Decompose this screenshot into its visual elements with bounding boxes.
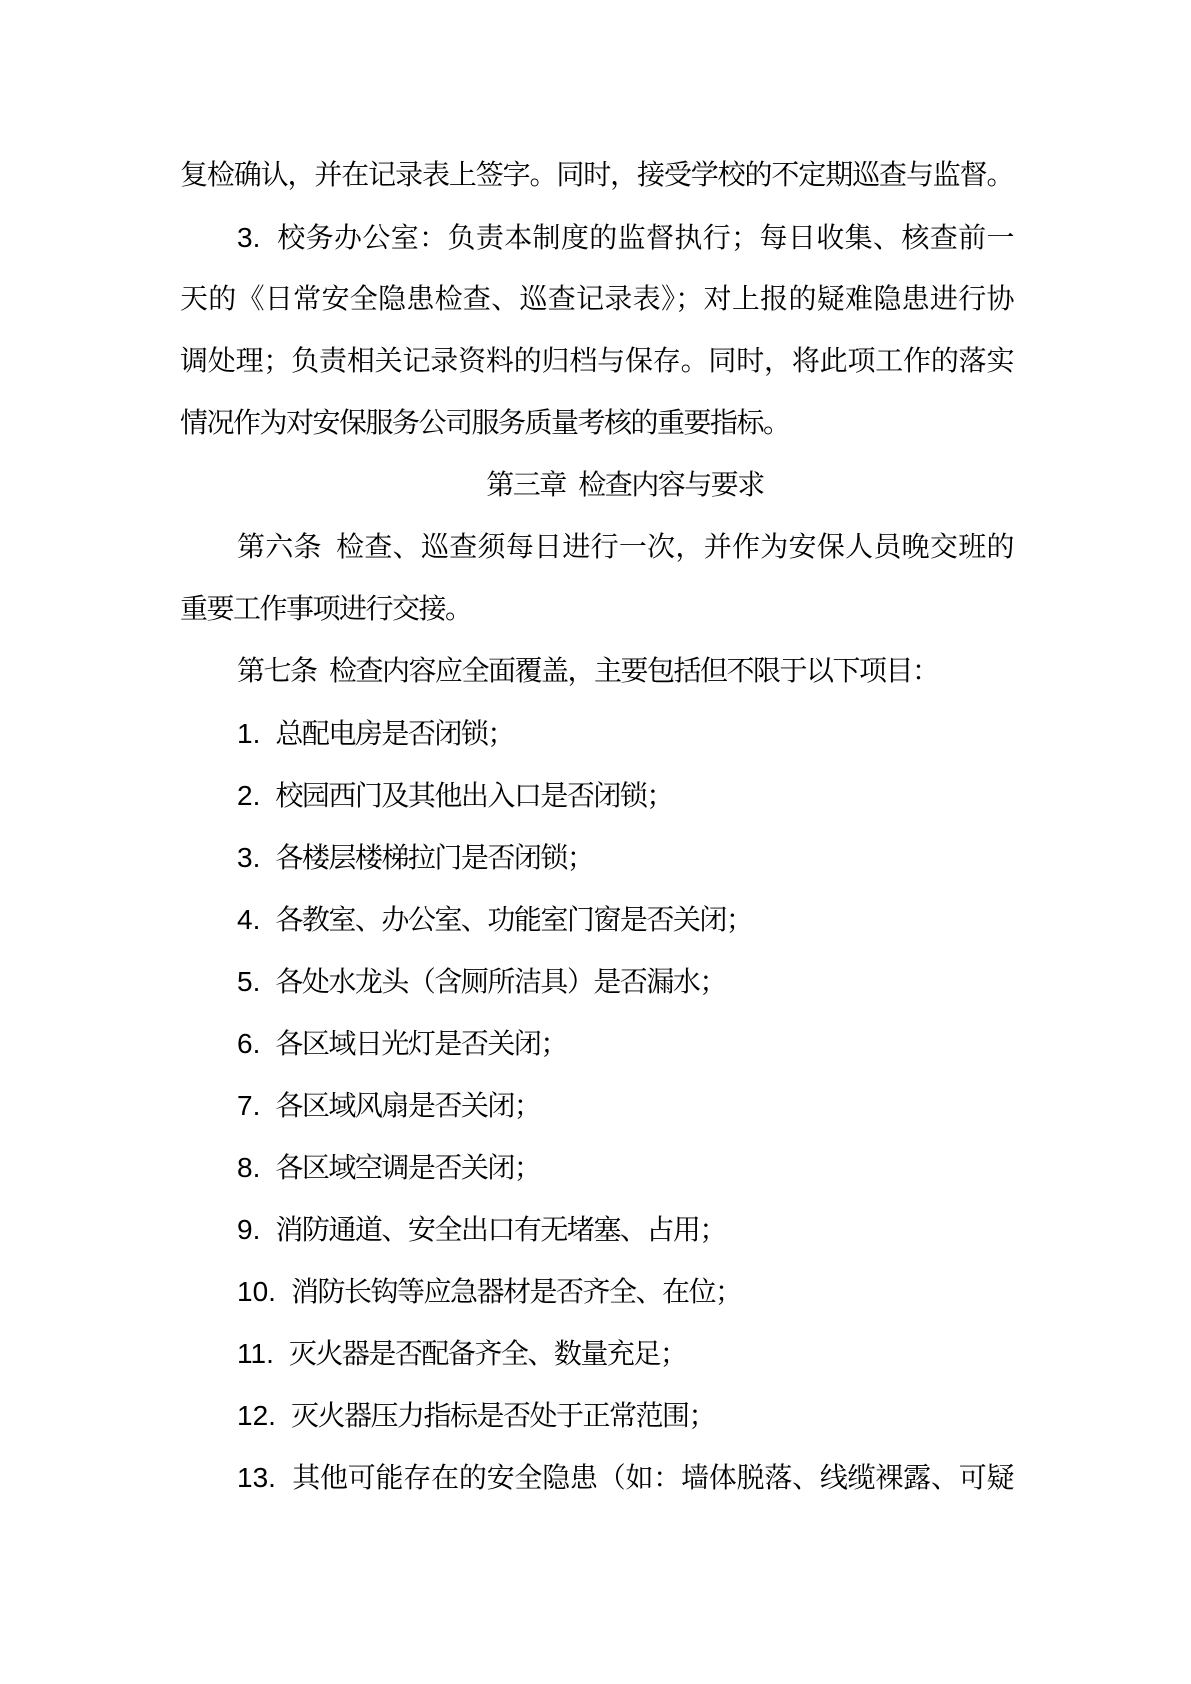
checklist-item-11-text: 灭火器是否配备齐全、数量充足；	[288, 1339, 687, 1370]
checklist-item-11-number: 11.	[237, 1338, 274, 1369]
checklist-item-1-text: 总配电房是否闭锁；	[275, 719, 514, 750]
checklist-item-4-text: 各教室、办公室、功能室门窗是否关闭；	[275, 905, 753, 936]
checklist-item-8-number: 8.	[237, 1152, 261, 1183]
paragraph-3-line-2: 天的《日常安全隐患检查、巡查记录表》；对上报的疑难隐患进行协	[180, 284, 1013, 315]
checklist-item-11	[180, 1323, 1013, 1385]
checklist-item-13-text: 其他可能存在的安全隐患（如：墙体脱落、线缆裸露、可疑	[290, 1463, 1013, 1494]
checklist-item-6	[180, 1013, 1013, 1075]
checklist-item-8	[180, 1137, 1013, 1199]
checklist-item-7	[180, 1075, 1013, 1137]
checklist-item-12-number: 12.	[237, 1400, 276, 1431]
checklist-item-1-number: 1.	[237, 718, 261, 749]
checklist-item-2	[180, 765, 1013, 827]
checklist-item-2-number: 2.	[237, 780, 261, 811]
checklist-item-5-number: 5.	[237, 966, 261, 997]
checklist-item-12-text: 灭火器压力指标是否处于正常范围；	[290, 1401, 715, 1432]
checklist-item-10-text: 消防长钩等应急器材是否齐全、在位；	[290, 1277, 742, 1308]
checklist-item-3-text: 各楼层楼梯拉门是否闭锁；	[275, 843, 594, 874]
article-6-line-1: 第六条 检查、巡查须每日进行一次，并作为安保人员晚交班的	[237, 532, 1013, 563]
checklist-item-1	[180, 703, 1013, 765]
checklist-item-3	[180, 827, 1013, 889]
checklist-item-9	[180, 1199, 1013, 1261]
checklist-item-9-text: 消防通道、安全出口有无堵塞、占用；	[275, 1215, 726, 1246]
paragraph-continuation-line: 复检确认，并在记录表上签字。同时，接受学校的不定期巡查与监督。	[180, 160, 1013, 191]
paragraph-3-line-3: 调处理；负责相关记录资料的归档与保存。同时，将此项工作的落实	[180, 346, 1013, 377]
checklist-item-10	[180, 1261, 1013, 1323]
checklist-item-5	[180, 951, 1013, 1013]
paragraph-3-line-1	[180, 207, 1013, 269]
document-body	[180, 145, 1013, 1509]
checklist-item-4-number: 4.	[237, 904, 261, 935]
checklist-item-13-number: 13.	[237, 1462, 276, 1493]
article-6-line-2: 重要工作事项进行交接。	[180, 594, 472, 625]
checklist-item-3-number: 3.	[237, 842, 261, 873]
paragraph-3-text-1: 校务办公室：负责本制度的监督执行；每日收集、核查前一	[275, 223, 1013, 254]
checklist-item-4	[180, 889, 1013, 951]
checklist-item-7-text: 各区域风扇是否关闭；	[275, 1091, 541, 1122]
checklist-item-7-number: 7.	[237, 1090, 261, 1121]
checklist-item-13	[180, 1447, 1013, 1509]
paragraph-3-number: 3.	[237, 222, 261, 253]
checklist-item-5-text: 各处水龙头（含厕所洁具）是否漏水；	[275, 967, 726, 998]
checklist-item-6-text: 各区域日光灯是否关闭；	[275, 1029, 567, 1060]
chapter-3-heading: 第三章 检查内容与要求	[486, 470, 764, 501]
checklist-item-10-number: 10.	[237, 1276, 276, 1307]
checklist-item-9-number: 9.	[237, 1214, 261, 1245]
paragraph-3-line-4: 情况作为对安保服务公司服务质量考核的重要指标。	[180, 408, 790, 439]
checklist-item-6-number: 6.	[237, 1028, 261, 1059]
article-7-intro: 第七条 检查内容应全面覆盖，主要包括但不限于以下项目：	[237, 656, 939, 687]
checklist-item-2-text: 校园西门及其他出入口是否闭锁；	[275, 781, 673, 812]
checklist-item-8-text: 各区域空调是否关闭；	[275, 1153, 541, 1184]
checklist-item-12	[180, 1385, 1013, 1447]
